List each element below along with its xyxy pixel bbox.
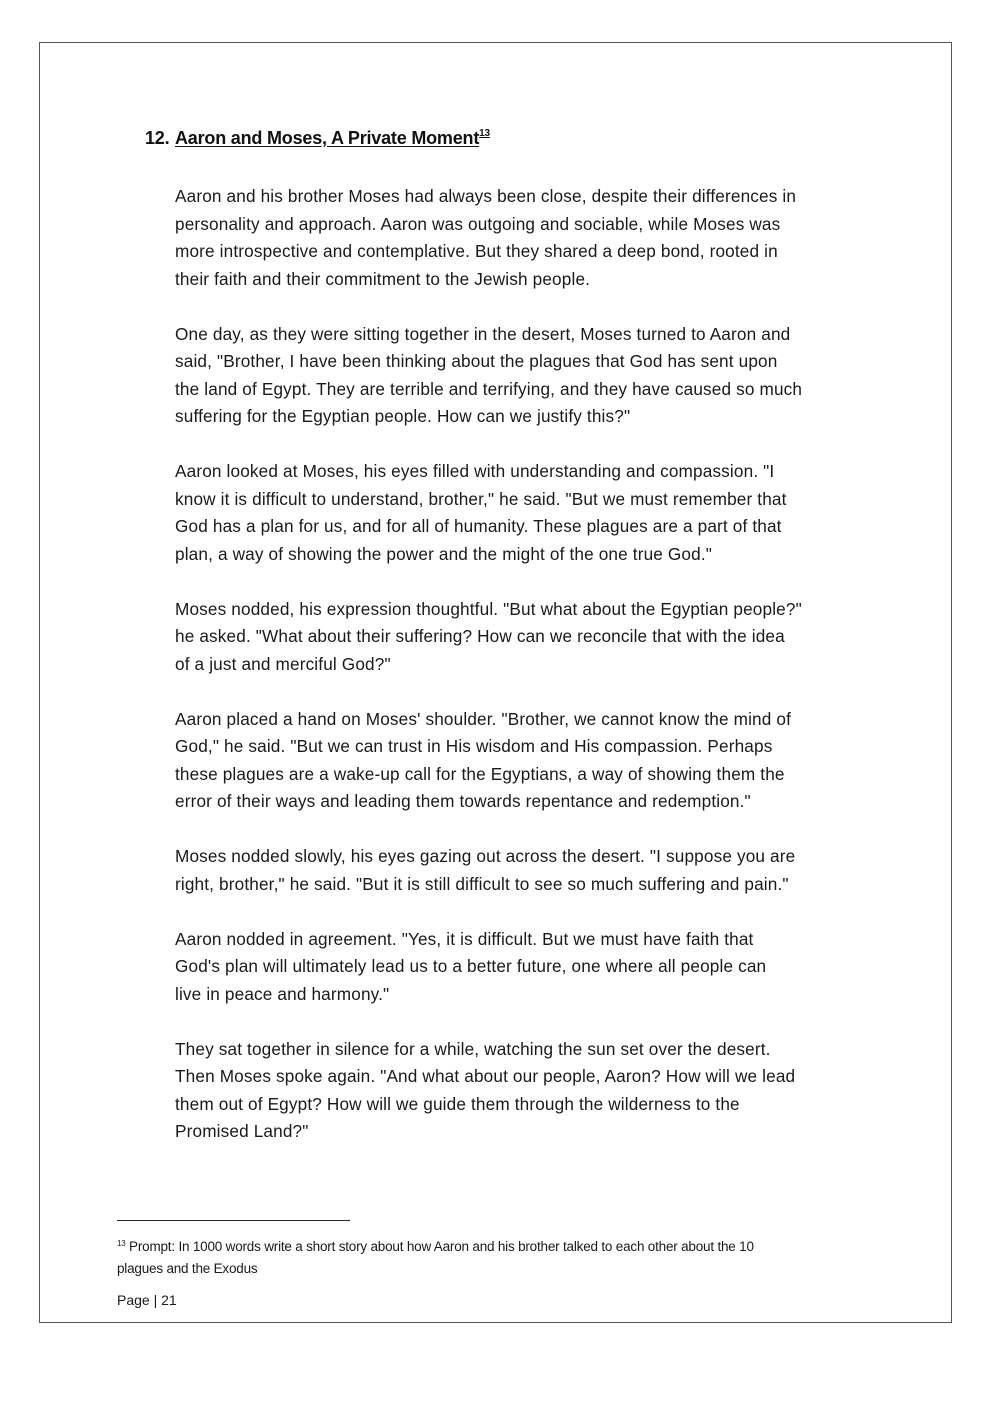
footnote-marker: 13 (117, 1239, 126, 1248)
paragraph-1: Aaron and his brother Moses had always been close, despite their differences in personality and approach. Aaron was outgoing and sociable, while Moses was more introspective and contemplative. But they shared a deep bond, rooted in their faith and their commitment to the Jewish people. (175, 186, 797, 289)
section-title: Aaron and Moses, A Private Moment (175, 128, 480, 148)
paragraph-3: Aaron looked at Moses, his eyes filled with understanding and compassion. "I know it is difficult to understand, brother," he said. "But we must remember that God has a plan for us, and for all of humanity. These plagues are a part of that plan, a way of showing the power and the might of the one true God." (175, 461, 787, 564)
paragraph-8: They sat together in silence for a while, watching the sun set over the desert. Then Moses spoke again. "And what about our people, Aaron? How will we lead them out of Egypt? How will we guide them through the wilderness to the Promised Land?" (175, 1038, 796, 1141)
section-heading (145, 128, 490, 149)
paragraph-6: Moses nodded slowly, his eyes gazing out across the desert. "I suppose you are right, brother," he said. "But it is still difficult to see so much suffering and pain." (175, 846, 796, 894)
paragraph-5: Aaron placed a hand on Moses' shoulder. "Brother, we cannot know the mind of God," he said. "But we can trust in His wisdom and His compassion. Perhaps these plagues are a wake-up call for the Egyptians, a way of showing them the error of their ways and leading them towards repentance and redemption." (175, 708, 792, 811)
paragraph-4: Moses nodded, his expression thoughtful. "But what about the Egyptian people?" he asked. "What about their suffering? How can we reconcile that with the idea of a just and merciful God?" (175, 598, 802, 674)
footnote-reference[interactable]: 13 (479, 128, 490, 139)
footnote-separator (117, 1220, 350, 1221)
footnote (117, 1233, 877, 1280)
paragraph-7: Aaron nodded in agreement. "Yes, it is difficult. But we must have faith that God's plan will ultimately lead us to a better future, one where all people can live in peace and harmony." (175, 928, 767, 1004)
paragraph-2: One day, as they were sitting together in the desert, Moses turned to Aaron and said, "Brother, I have been thinking about the plagues that God has sent upon the land of Egypt. They are terrible and terrifying, and they have caused so much suffering for the Egyptian people. How can we justify this?" (175, 323, 803, 426)
footnote-text: Prompt: In 1000 words write a short story about how Aaron and his brother talked to each other about the 10 plagues and the Exodus (117, 1239, 754, 1276)
section-number: 12. (145, 128, 170, 148)
story-body (175, 183, 885, 1173)
page-number: Page | 21 (117, 1292, 177, 1308)
